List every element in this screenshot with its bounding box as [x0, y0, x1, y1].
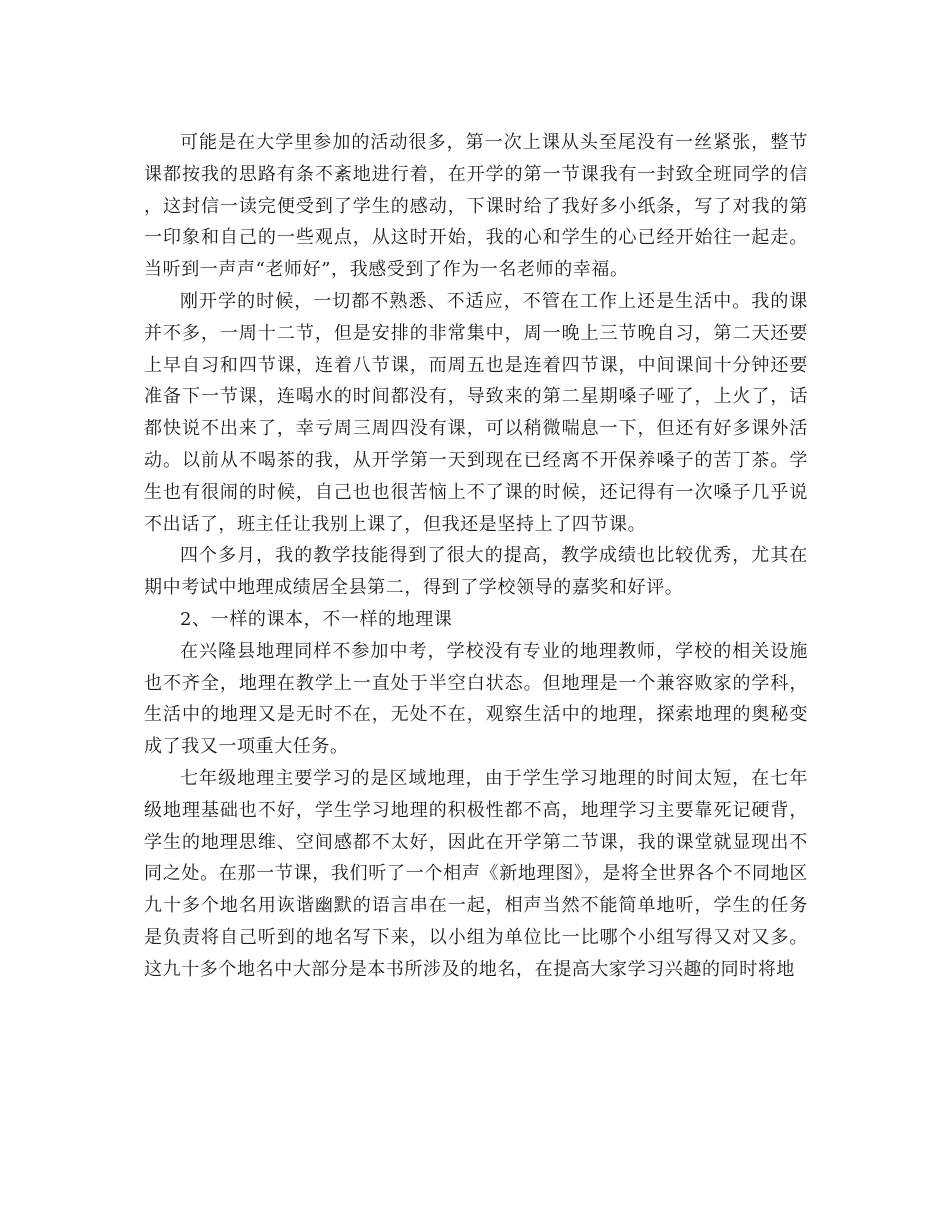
- paragraph-first-class: 可能是在大学里参加的活动很多，第一次上课从头至尾没有一丝紧张，整节课都按我的思路有条不紊地进行着，在开学的第一节课我有一封致全班同学的信，这封信一读完便受到了学生的感动，下课时给了我好多小纸条，写了对我的第一印象和自己的一些观点，从这时开始，我的心和学生的心已经开始往一起走。当听到一声声“老师好”，我感受到了作为一名老师的幸福。: [144, 132, 808, 281]
- document-page: [144, 127, 808, 986]
- paragraph-start-of-term: 刚开学的时候，一切都不熟悉、不适应，不管在工作上还是生活中。我的课并不多，一周十二节，但是安排的非常集中，周一晚上三节晚自习，第二天还要上早自习和四节课，连着八节课，而周五也是连着四节课，中间课间十分钟还要准备下一节课，连喝水的时间都没有，导致来的第二星期嗓子哑了，上火了，话都快说不出来了，幸亏周三周四没有课，可以稍微喘息一下，但还有好多课外活动。以前从不喝茶的我，从开学第一天到现在已经离不开保养嗓子的苦丁茶。学生也有很闹的时候，自己也也很苦恼上不了课的时候，还记得有一次嗓子几乎说不出话了，班主任让我别上课了，但我还是坚持上了四节课。: [144, 290, 808, 535]
- paragraph-achievement: 四个多月，我的教学技能得到了很大的提高，教学成绩也比较优秀，尤其在期中考试中地理成绩居全县第二，得到了学校领导的嘉奖和好评。: [144, 545, 808, 599]
- paragraph-geography-status: 在兴隆县地理同样不参加中考，学校没有专业的地理教师，学校的相关设施也不齐全，地理在教学上一直处于半空白状态。但地理是一个兼容败家的学科，生活中的地理又是无时不在，无处不在，观察生活中的地理，探索地理的奥秘变成了我又一项重大任务。: [144, 640, 808, 758]
- section-heading: 2、一样的课本，不一样的地理课: [180, 608, 453, 630]
- paragraph-grade-seven: 七年级地理主要学习的是区域地理，由于学生学习地理的时间太短，在七年级地理基础也不好，学生学习地理的积极性都不高，地理学习主要靠死记硬背，学生的地理思维、空间感都不太好，因此在开学第二节课，我的课堂就显现出不同之处。在那一节课，我们听了一个相声《新地理图》，是将全世界各个不同地区九十多个地名用诙谐幽默的语言串在一起，相声当然不能简单地听，学生的任务是负责将自己听到的地名写下来，以小组为单位比一比哪个小组写得又对又多。这九十多个地名中大部分是本书所涉及的地名，在提高大家学习兴趣的同时将地: [144, 767, 808, 980]
